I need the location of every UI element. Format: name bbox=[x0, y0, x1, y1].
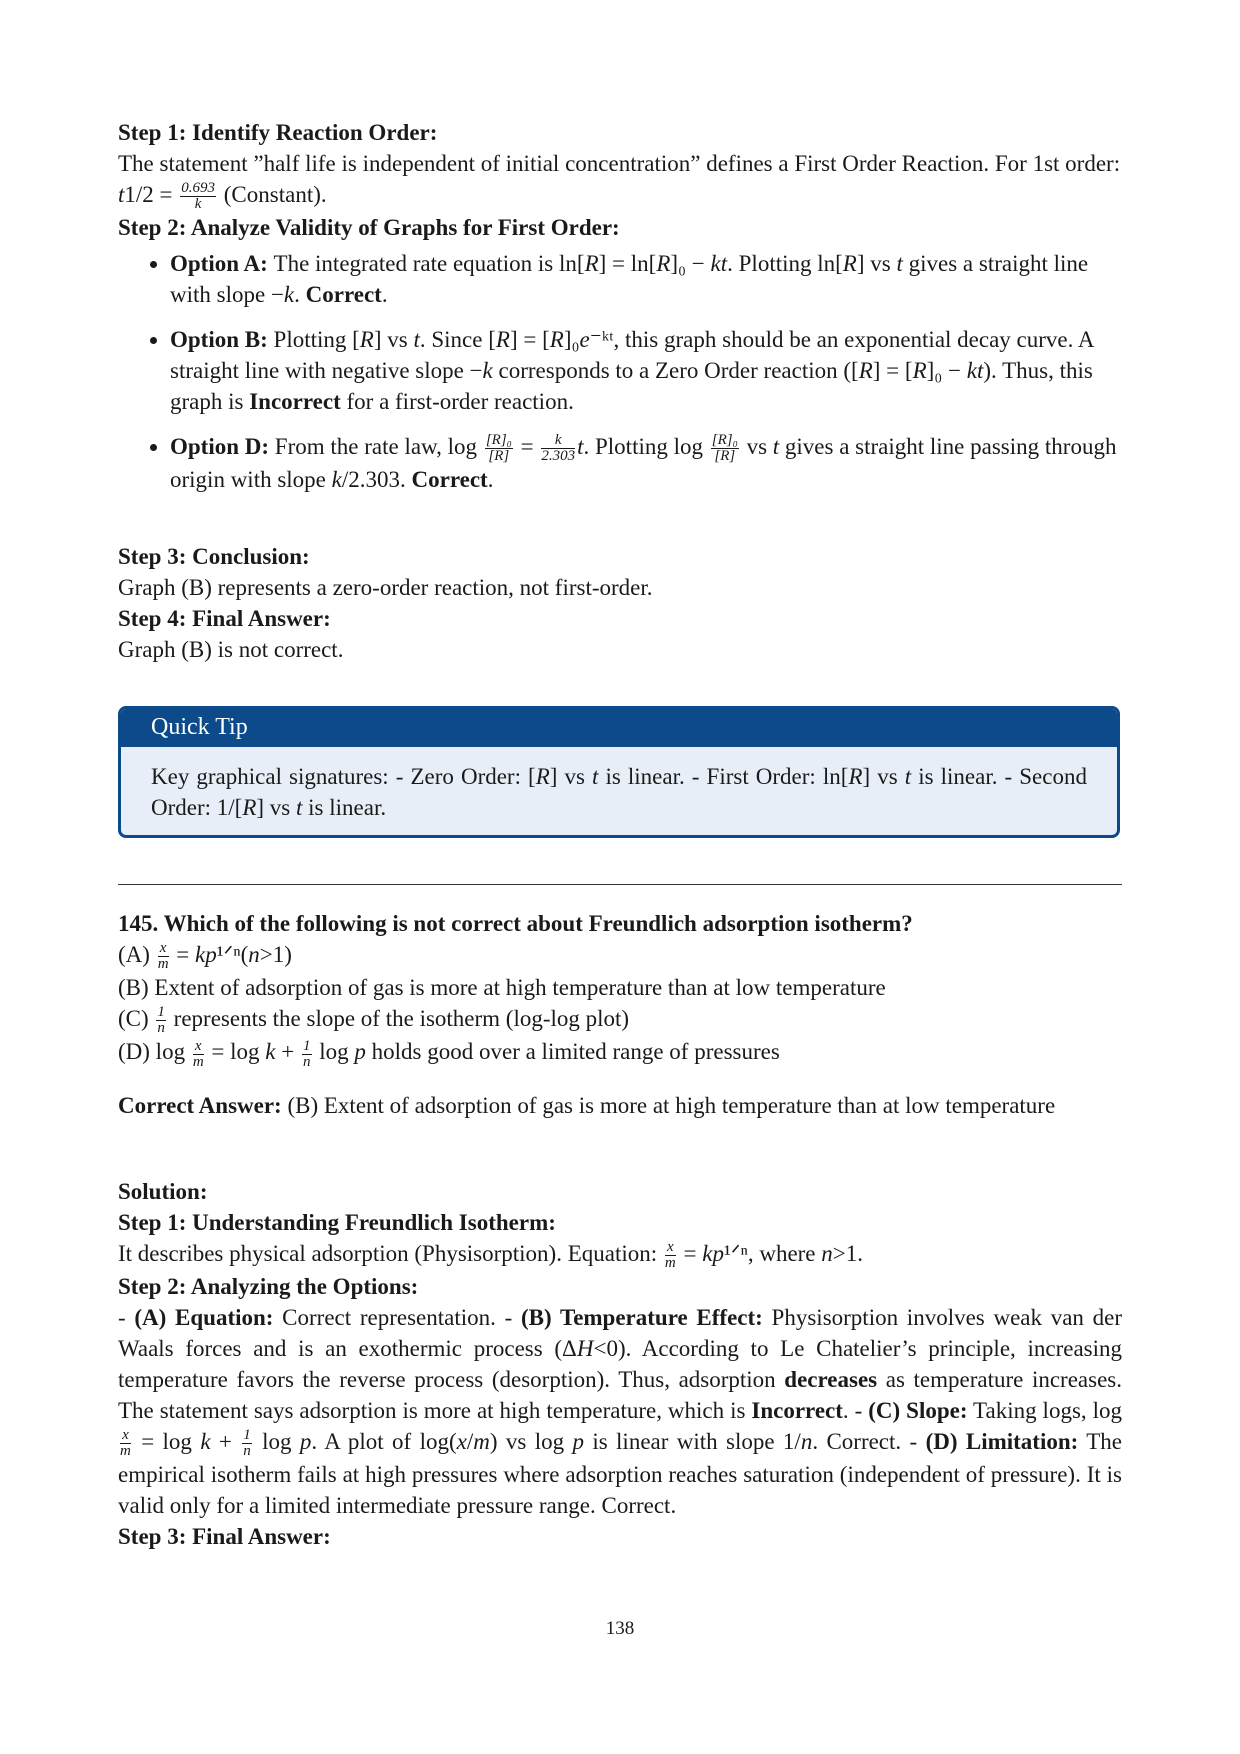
math-symbol: k bbox=[265, 1039, 276, 1065]
text-run: + bbox=[210, 1429, 241, 1455]
paragraph bbox=[118, 1302, 1122, 1521]
fraction-numerator: [R]₀ bbox=[711, 432, 738, 449]
fraction bbox=[180, 181, 216, 212]
math-symbol: n bbox=[800, 1429, 813, 1455]
text-run: Graph (B) represents a zero-order reaction, not first-order. bbox=[118, 575, 653, 600]
paragraph bbox=[118, 1271, 1122, 1302]
fraction-numerator: 0.693 bbox=[181, 180, 216, 197]
text-run: ¹ᐟⁿ( bbox=[216, 942, 249, 967]
math-symbol: R bbox=[858, 358, 873, 383]
text-run: represents the slope of the isotherm (log-log plot) bbox=[167, 1006, 630, 1032]
math-symbol: t bbox=[904, 764, 912, 789]
math-symbol: R bbox=[842, 251, 857, 276]
math-symbol: x bbox=[456, 1429, 467, 1455]
math-symbol: p bbox=[299, 1429, 312, 1455]
text-run: is linear. bbox=[302, 795, 387, 820]
fraction-denominator: [R] bbox=[488, 448, 510, 465]
text-run: (Constant). bbox=[218, 182, 327, 207]
bold-text: Option B: bbox=[170, 327, 274, 352]
text-run: / bbox=[466, 1429, 474, 1455]
fraction bbox=[665, 1240, 676, 1271]
math-symbol: t bbox=[413, 327, 420, 352]
text-run: as temperature increases. The statement says adsorption is more at high temperature, which is bbox=[118, 1367, 1122, 1424]
quick-tip-title: Quick Tip bbox=[121, 709, 1117, 747]
text-run: (D) log bbox=[118, 1039, 191, 1065]
solution-steps-1-2 bbox=[118, 117, 1122, 243]
bold-text: 145. Which of the following is not correct about Freundlich adsorption isotherm? bbox=[118, 911, 913, 936]
math-symbol: p bbox=[572, 1429, 584, 1455]
text-run: ] vs bbox=[373, 327, 414, 352]
text-run: = bbox=[514, 434, 540, 459]
text-run: ] = ln[ bbox=[598, 251, 657, 276]
math-symbol: p bbox=[354, 1039, 366, 1065]
text-run: ). Thus, this graph is bbox=[170, 358, 1093, 414]
fraction bbox=[541, 433, 575, 464]
bold-text: Incorrect bbox=[751, 1398, 843, 1424]
math-symbol: n bbox=[821, 1241, 833, 1266]
text-run: + bbox=[275, 1039, 300, 1065]
math-symbol: e bbox=[579, 327, 590, 352]
fraction-numerator: x bbox=[120, 1428, 131, 1444]
quick-tip-body bbox=[121, 747, 1117, 837]
correct-answer bbox=[118, 1090, 1122, 1121]
text-run: (B) Extent of adsorption of gas is more at high temperature than at low temperature bbox=[287, 1093, 1056, 1118]
fraction-denominator: n bbox=[303, 1053, 311, 1070]
fraction-numerator: x bbox=[665, 1240, 676, 1256]
math-symbol: kp bbox=[702, 1241, 724, 1266]
text-run: ]₀ bbox=[563, 327, 580, 352]
solution-145 bbox=[118, 1176, 1122, 1552]
solution-steps-3-4 bbox=[118, 541, 1122, 665]
fraction bbox=[485, 433, 513, 464]
fraction-denominator: n bbox=[243, 1443, 251, 1460]
bold-text: Step 1: Understanding Freundlich Isotherm: bbox=[118, 1210, 556, 1235]
text-run: 1/2 = bbox=[124, 182, 179, 207]
math-symbol: R bbox=[848, 764, 863, 789]
text-run: ) vs log bbox=[489, 1429, 573, 1455]
paragraph bbox=[118, 117, 1122, 148]
paragraph bbox=[118, 1090, 1122, 1121]
bold-text: Correct Answer: bbox=[118, 1093, 288, 1118]
fraction bbox=[302, 1039, 312, 1070]
fraction-denominator: k bbox=[194, 196, 202, 213]
text-run: is linear. - First Order: ln[ bbox=[598, 764, 849, 789]
math-symbol: R bbox=[656, 251, 671, 276]
fraction-numerator: k bbox=[541, 433, 575, 449]
paragraph bbox=[118, 1003, 1122, 1036]
bold-text: Correct bbox=[305, 282, 382, 307]
text-run: ] = [ bbox=[872, 358, 913, 383]
text-run: ] vs bbox=[549, 764, 593, 789]
math-symbol: R bbox=[584, 251, 599, 276]
math-symbol: t bbox=[772, 434, 780, 459]
bold-text: (C) Slope: bbox=[868, 1398, 968, 1424]
text-run: Correct representation. - bbox=[273, 1305, 521, 1331]
math-symbol: t bbox=[296, 795, 303, 820]
text-run: = bbox=[677, 1241, 703, 1266]
text-run: ] vs bbox=[862, 764, 905, 789]
text-run: . Correct. - bbox=[812, 1429, 926, 1455]
text-run: (B) Extent of adsorption of gas is more at high temperature than at low temperature bbox=[118, 975, 886, 1001]
math-symbol: n bbox=[248, 942, 260, 967]
text-run: ] vs bbox=[256, 795, 297, 820]
text-run: From the rate law, log bbox=[274, 434, 483, 459]
text-run: is linear. - Second Order: 1/[ bbox=[151, 764, 1087, 820]
text-run: The integrated rate equation is ln[ bbox=[273, 251, 585, 276]
bold-text: Step 2: Analyzing the Options: bbox=[118, 1274, 419, 1300]
bold-text: (B) Temperature Effect: bbox=[521, 1305, 763, 1331]
text-run: log bbox=[313, 1039, 355, 1065]
text-run: Taking logs, log bbox=[967, 1398, 1122, 1424]
bold-text: (A) Equation: bbox=[134, 1305, 274, 1331]
paragraph bbox=[118, 1036, 1122, 1069]
text-run: ⁻ᵏᵗ, this graph should be an exponential decay curve. A straight line with negative slope − bbox=[170, 327, 1094, 383]
bullet-item bbox=[170, 431, 1122, 495]
bullet-item bbox=[170, 324, 1122, 417]
fraction bbox=[711, 433, 739, 464]
fraction-numerator: x bbox=[193, 1039, 204, 1055]
text-run: ¹ᐟⁿ, where bbox=[723, 1241, 822, 1266]
text-run: . Since [ bbox=[419, 327, 496, 352]
paragraph bbox=[118, 603, 1122, 634]
math-symbol: t bbox=[577, 434, 584, 459]
fraction-denominator: n bbox=[157, 1020, 165, 1037]
text-run: . - bbox=[842, 1398, 869, 1424]
math-symbol: kt bbox=[966, 358, 984, 383]
text-run: >1. bbox=[832, 1241, 863, 1266]
option-analysis-list bbox=[118, 248, 1122, 509]
text-run: gives a straight line passing through origin with slope bbox=[170, 434, 1117, 493]
paragraph bbox=[118, 1207, 1122, 1238]
text-run: log bbox=[253, 1429, 300, 1455]
text-run: = log bbox=[132, 1429, 201, 1455]
bold-text: Option D: bbox=[170, 434, 275, 459]
math-symbol: t bbox=[592, 764, 599, 789]
fraction-denominator: m bbox=[120, 1443, 131, 1460]
bold-text: Step 3: Final Answer: bbox=[118, 1524, 331, 1550]
text-run: <0). According to Le Chatelier’s principle, increasing temperature favors the reverse process (desorption). Thus, adsorption bbox=[118, 1336, 1122, 1393]
paragraph bbox=[118, 541, 1122, 572]
paragraph bbox=[118, 908, 1122, 939]
text-run: Key graphical signatures: - Zero Order: [ bbox=[151, 764, 536, 789]
bold-text: Step 2: Analyze Validity of Graphs for First Order: bbox=[118, 215, 620, 241]
bold-text: Correct bbox=[411, 467, 488, 493]
text-run: (C) bbox=[118, 1006, 155, 1032]
quick-tip-box bbox=[118, 706, 1120, 838]
paragraph bbox=[118, 939, 1122, 972]
text-run: = bbox=[170, 942, 196, 967]
text-run: >1) bbox=[259, 942, 292, 967]
text-run: . Plotting log bbox=[583, 434, 709, 459]
text-run: vs bbox=[740, 434, 773, 459]
math-symbol: R bbox=[549, 327, 564, 352]
bold-text: Incorrect bbox=[249, 389, 341, 414]
bullet-item bbox=[170, 248, 1122, 310]
bold-text: Step 4: Final Answer: bbox=[118, 606, 331, 631]
fraction-denominator: m bbox=[664, 1255, 676, 1272]
math-symbol: k bbox=[283, 282, 295, 307]
paragraph bbox=[118, 212, 1122, 243]
bold-text: Option A: bbox=[170, 251, 274, 276]
text-run: corresponds to a Zero Order reaction ([ bbox=[492, 358, 859, 383]
text-run: ] = [ bbox=[509, 327, 550, 352]
math-symbol: R bbox=[242, 795, 257, 820]
fraction-numerator: 1 bbox=[303, 1037, 311, 1054]
fraction bbox=[120, 1428, 131, 1459]
text-run: ] vs bbox=[856, 251, 897, 276]
fraction-numerator: [R]₀ bbox=[485, 432, 512, 449]
question-145 bbox=[118, 908, 1122, 1070]
paragraph bbox=[118, 1176, 1122, 1207]
text-run: . A plot of log( bbox=[311, 1429, 457, 1455]
fraction-denominator: m bbox=[157, 956, 169, 973]
section-divider bbox=[118, 884, 1122, 885]
text-run: It describes physical adsorption (Physisorption). Equation: bbox=[118, 1241, 663, 1266]
math-symbol: R bbox=[495, 327, 510, 352]
bold-text: (D) Limitation: bbox=[925, 1429, 1079, 1455]
paragraph bbox=[118, 972, 1122, 1003]
math-symbol: t bbox=[896, 251, 903, 276]
text-run: ]₀ − bbox=[926, 358, 967, 383]
fraction-numerator: 1 bbox=[243, 1427, 251, 1444]
text-run: Physisorption involves weak van der Waals forces and is an exothermic process (Δ bbox=[118, 1305, 1122, 1362]
text-run: = log bbox=[205, 1039, 266, 1065]
math-symbol: kt bbox=[710, 251, 728, 276]
math-symbol: R bbox=[359, 327, 374, 352]
text-run: Graph (B) is not correct. bbox=[118, 637, 344, 662]
fraction bbox=[242, 1428, 252, 1459]
math-symbol: H bbox=[576, 1336, 594, 1362]
fraction bbox=[156, 1005, 166, 1036]
math-symbol: k bbox=[200, 1429, 211, 1455]
fraction bbox=[158, 941, 169, 972]
text-run: for a first-order reaction. bbox=[340, 389, 574, 414]
text-run: gives a straight line with slope − bbox=[170, 251, 1089, 307]
text-run: /2.303. bbox=[341, 467, 412, 493]
paragraph bbox=[118, 148, 1122, 212]
bold-text: Solution: bbox=[118, 1179, 208, 1204]
page-number: 138 bbox=[605, 1618, 635, 1639]
math-symbol: R bbox=[912, 358, 927, 383]
math-symbol: k bbox=[482, 358, 493, 383]
text-run: The empirical isotherm fails at high pressures where adsorption reaches saturation (independent of pressure). It is valid only for a limited intermediate pressure range. Correct. bbox=[118, 1429, 1123, 1519]
fraction bbox=[193, 1039, 204, 1070]
paragraph bbox=[118, 634, 1122, 665]
bold-text: decreases bbox=[784, 1367, 878, 1393]
text-run: . bbox=[381, 282, 388, 307]
fraction-numerator: 1 bbox=[157, 1004, 165, 1021]
text-run: (A) bbox=[118, 942, 156, 967]
fraction-numerator: x bbox=[158, 941, 169, 957]
text-run: holds good over a limited range of pressures bbox=[365, 1039, 780, 1065]
paragraph bbox=[118, 1238, 1122, 1271]
paragraph bbox=[118, 572, 1122, 603]
fraction-denominator: m bbox=[192, 1053, 204, 1070]
math-symbol: m bbox=[473, 1429, 490, 1455]
paragraph bbox=[118, 1521, 1122, 1552]
math-symbol: k bbox=[331, 467, 342, 493]
math-symbol: R bbox=[535, 764, 550, 789]
text-run: The statement ”half life is independent of initial concentration” defines a First Order Reaction. For 1st order: bbox=[118, 151, 1121, 176]
fraction-denominator: [R] bbox=[714, 448, 736, 465]
math-symbol: kp bbox=[195, 942, 217, 967]
fraction-denominator: 2.303 bbox=[541, 448, 576, 465]
math-symbol: t bbox=[118, 182, 125, 207]
text-run: . bbox=[487, 467, 494, 493]
text-run: - bbox=[118, 1305, 135, 1331]
text-run: is linear with slope 1/ bbox=[583, 1429, 801, 1455]
bold-text: Step 3: Conclusion: bbox=[118, 544, 310, 569]
bold-text: Step 1: Identify Reaction Order: bbox=[118, 120, 438, 145]
text-run: . Plotting ln[ bbox=[727, 251, 843, 276]
text-run: Plotting [ bbox=[273, 327, 360, 352]
text-run: ]₀ − bbox=[670, 251, 711, 276]
text-run: . bbox=[294, 282, 306, 307]
